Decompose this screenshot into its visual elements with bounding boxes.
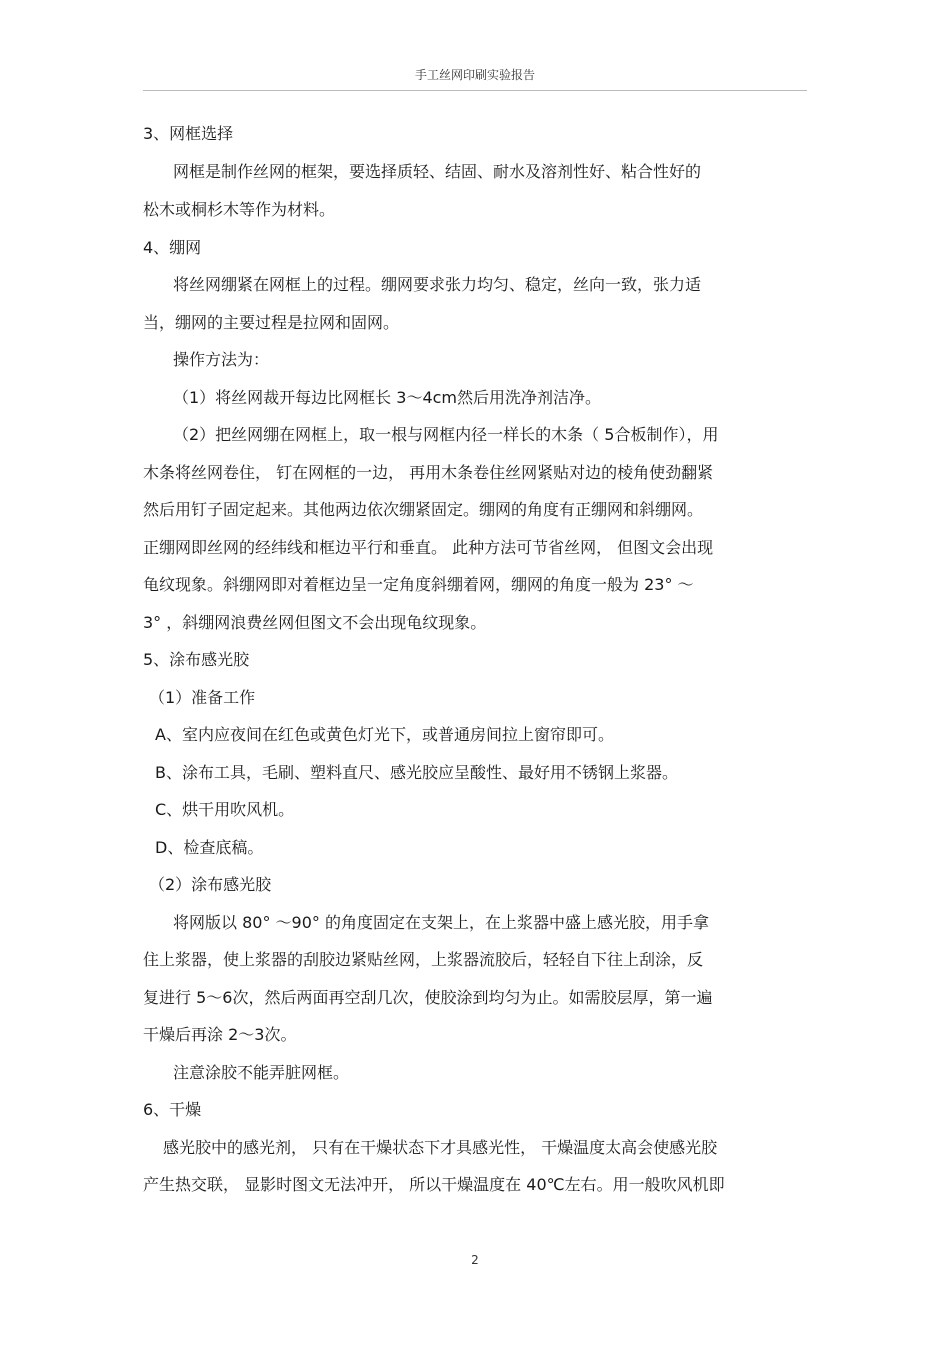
paragraph-line: 住上浆器，使上浆器的刮胶边紧贴丝网，上浆器流胶后，轻轻自下往上刮涂，反 xyxy=(143,950,704,969)
subheading-coating: （2）涂布感光胶 xyxy=(149,875,272,894)
subheading-preparation: （1）准备工作 xyxy=(149,688,256,707)
paragraph-line: 木条将丝网卷住， 钉在网框的一边， 再用木条卷住丝网紧贴对边的棱角使劲翻紧 xyxy=(143,463,714,482)
paragraph-line: 3° ，斜绷网浪费丝网但图文不会出现龟纹现象。 xyxy=(143,613,487,632)
paragraph-line: （2）把丝网绷在网框上，取一根与网框内径一样长的木条（ 5合板制作），用 xyxy=(173,425,719,444)
section-heading-drying: 6、干燥 xyxy=(143,1100,202,1119)
header-rule xyxy=(143,90,807,91)
paragraph-line: 干燥后再涂 2～3次。 xyxy=(143,1025,297,1044)
section-heading-stretching: 4、绷网 xyxy=(143,238,202,257)
paragraph-line: 龟纹现象。斜绷网即对着框边呈一定角度斜绷着网，绷网的角度一般为 23° ～ xyxy=(143,575,694,594)
paragraph-line: 注意涂胶不能弄脏网框。 xyxy=(173,1063,350,1082)
page-number: 2 xyxy=(471,1253,479,1267)
running-header: 手工丝网印刷实验报告 xyxy=(414,68,535,82)
list-item: D、检查底稿。 xyxy=(155,838,264,857)
paragraph-line: 网框是制作丝网的框架，要选择质轻、结固、耐水及溶剂性好、粘合性好的 xyxy=(173,162,702,181)
paragraph-line: 感光胶中的感光剂， 只有在干燥状态下才具感光性， 干燥温度太高会使感光胶 xyxy=(163,1138,718,1157)
paragraph-line: 当，绷网的主要过程是拉网和固网。 xyxy=(143,313,400,332)
paragraph-line: 正绷网即丝网的经纬线和框边平行和垂直。 此种方法可节省丝网， 但图文会出现 xyxy=(143,538,714,557)
paragraph-line: 将丝网绷紧在网框上的过程。绷网要求张力均匀、稳定，丝向一致，张力适 xyxy=(173,275,702,294)
list-item: C、烘干用吹风机。 xyxy=(155,800,295,819)
list-item: B、涂布工具，毛刷、塑料直尺、感光胶应呈酸性、最好用不锈钢上浆器。 xyxy=(155,763,678,782)
section-heading-frame-selection: 3、网框选择 xyxy=(143,124,234,143)
paragraph-line: （1）将丝网裁开每边比网框长 3～4cm然后用洗净剂洁净。 xyxy=(173,388,602,407)
list-item: A、室内应夜间在红色或黄色灯光下，或普通房间拉上窗帘即可。 xyxy=(155,725,614,744)
section-heading-coating: 5、涂布感光胶 xyxy=(143,650,250,669)
paragraph-line: 操作方法为： xyxy=(173,350,270,369)
paragraph-line: 复进行 5～6次，然后两面再空刮几次，使胶涂到均匀为止。如需胶层厚，第一遍 xyxy=(143,988,713,1007)
paragraph-line: 产生热交联， 显影时图文无法冲开， 所以干燥温度在 40℃左右。用一般吹风机即 xyxy=(143,1175,725,1194)
paragraph-line: 将网版以 80° ～90° 的角度固定在支架上，在上浆器中盛上感光胶，用手拿 xyxy=(173,913,709,932)
paragraph-line: 然后用钉子固定起来。其他两边依次绷紧固定。绷网的角度有正绷网和斜绷网。 xyxy=(143,500,704,519)
paragraph-line: 松木或桐杉木等作为材料。 xyxy=(143,200,336,219)
